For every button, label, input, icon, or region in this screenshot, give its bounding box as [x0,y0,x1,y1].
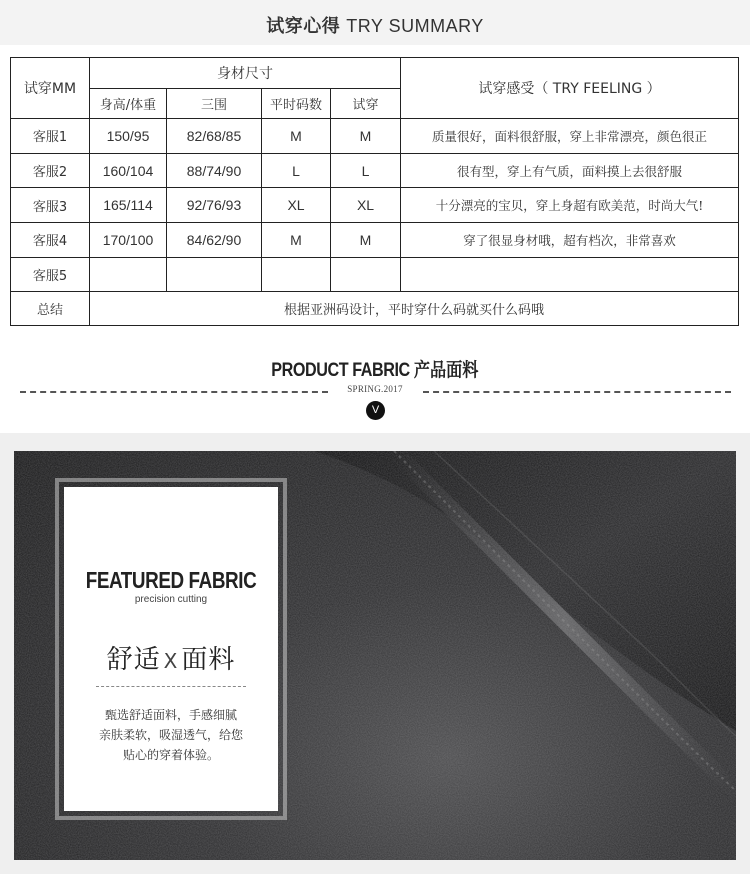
card-desc-line: 贴心的穿着体验。 [122,748,219,762]
card-headline [64,639,278,676]
section-title-try-summary [266,12,484,38]
card-desc-line: 亲肤柔软，吸湿透气，给您 [98,728,243,742]
cell-height-weight [90,257,167,292]
cell-model: 客服5 [11,257,90,292]
table-header-row [11,58,739,89]
card-title: FEATURED FABRIC [85,567,257,593]
header-model: 试穿MM [11,58,90,119]
cell-tried-size: M [331,119,401,154]
card-headline-x: X [163,649,179,673]
fabric-title-cn: 产品面料 [413,359,479,381]
cell-usual-size [262,257,331,292]
cell-usual-size: XL [262,188,331,223]
dashed-divider-right [423,391,731,393]
cell-tried-size: M [331,223,401,258]
v-badge-icon: V [366,401,385,420]
featured-fabric-card [64,487,278,811]
cell-measurements: 88/74/90 [167,153,262,188]
cell-model: 客服4 [11,223,90,258]
cell-height-weight: 150/95 [90,119,167,154]
cell-tried-size: L [331,153,401,188]
cell-usual-size: M [262,119,331,154]
header-usual-size: 平时码数 [262,88,331,119]
cell-tried-size: XL [331,188,401,223]
table-row [11,257,739,292]
header-tried-size: 试穿 [331,88,401,119]
table-row [11,223,739,258]
cell-feeling: 十分漂亮的宝贝，穿上身超有欧美范，时尚大气! [401,188,739,223]
card-headline-left: 舒适 [106,645,161,675]
cell-feeling: 质量很好，面料很舒服，穿上非常漂亮，颜色很正 [401,119,739,154]
card-subtitle: precision cutting [134,594,208,605]
spring-label: SPRING.2017 [347,384,403,394]
fabric-heading [0,355,750,382]
header-size-group: 身材尺寸 [90,58,401,89]
cell-measurements [167,257,262,292]
header-measurements: 三围 [167,88,262,119]
title-cn: 试穿心得 [266,16,341,37]
card-description [81,705,261,765]
cell-model: 客服2 [11,153,90,188]
fabric-title [271,355,478,382]
cell-feeling: 很有型，穿上有气质，面料摸上去很舒服 [401,153,739,188]
try-summary-table [10,57,739,326]
header-feeling: 试穿感受（ TRY FEELING ） [401,58,739,119]
card-desc-line: 甄选舒适面料，手感细腻 [104,708,237,722]
cell-feeling [401,257,739,292]
dashed-divider-left [20,391,328,393]
cell-measurements: 84/62/90 [167,223,262,258]
cell-height-weight: 170/100 [90,223,167,258]
table-row [11,188,739,223]
cell-model: 客服1 [11,119,90,154]
cell-model: 客服3 [11,188,90,223]
card-headline-right: 面料 [181,645,236,675]
cell-tried-size [331,257,401,292]
cell-height-weight: 160/104 [90,153,167,188]
header-height-weight: 身高/体重 [90,88,167,119]
summary-text: 根据亚洲码设计，平时穿什么码就买什么码哦 [90,292,739,326]
table-row [11,153,739,188]
cell-measurements: 82/68/85 [167,119,262,154]
cell-measurements: 92/76/93 [167,188,262,223]
cell-usual-size: M [262,223,331,258]
cell-feeling: 穿了很显身材哦，超有档次，非常喜欢 [401,223,739,258]
card-dashed-rule [96,686,246,687]
fabric-title-en: PRODUCT FABRIC [271,360,410,381]
title-en: TRY SUMMARY [346,16,484,36]
table-row [11,119,739,154]
cell-height-weight: 165/114 [90,188,167,223]
summary-label: 总结 [11,292,90,326]
table-summary-row [11,292,739,326]
cell-usual-size: L [262,153,331,188]
header-band [0,0,750,45]
